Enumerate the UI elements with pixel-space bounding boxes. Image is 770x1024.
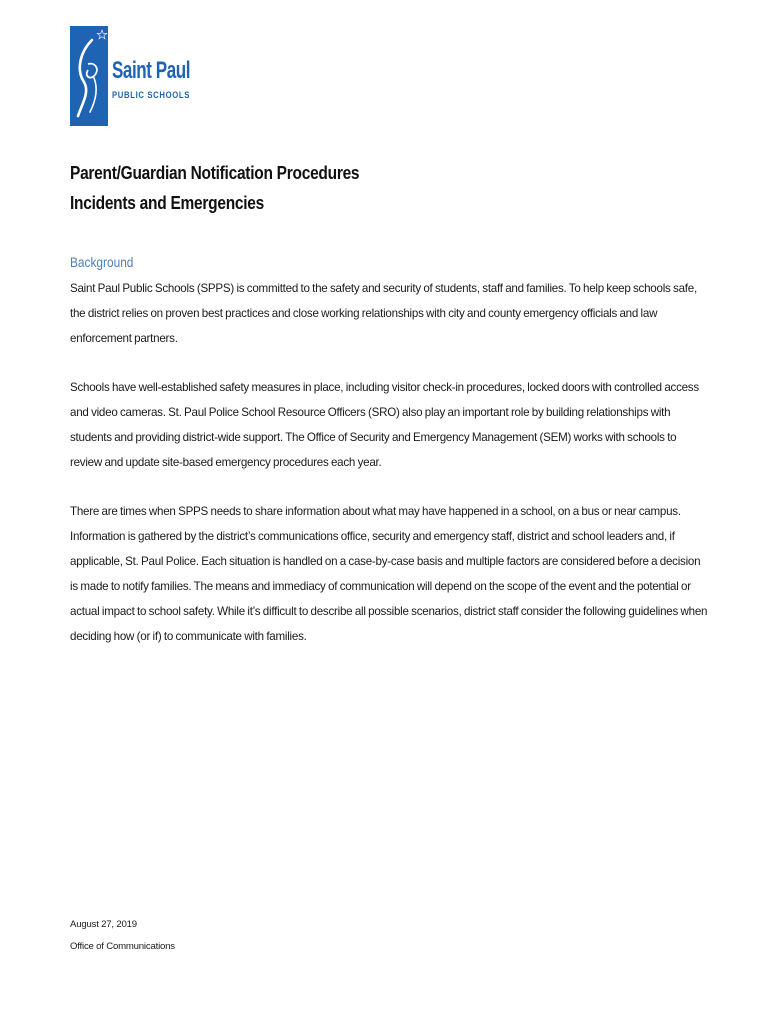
section-heading-background: Background (70, 255, 134, 270)
document-footer (70, 914, 370, 958)
body-paragraph: Saint Paul Public Schools (SPPS) is committed to the safety and security of students, staff and families. To help keep schools safe, the district relies on proven best practices and close working relationships with city and county emergency officials and law enforcement partners. (70, 282, 697, 345)
title-line-1: Parent/Guardian Notification Procedures (70, 163, 360, 183)
logo-name-line1: Saint Paul (112, 57, 190, 84)
title-line-2: Incidents and Emergencies (70, 193, 264, 213)
logo-emblem-block (70, 26, 108, 126)
body-paragraph: Schools have well-established safety measures in place, including visitor check-in procedures, locked doors with controlled access and video cameras. St. Paul Police School Resource Officers (SRO) also play an important role by building relationships with students and providing district-wide support. The Office of Security and Emergency Management (SEM) works with schools to review and update site-based emergency procedures each year. (70, 381, 699, 469)
document-body (70, 254, 710, 673)
document-title (70, 158, 710, 218)
logo-graphic (70, 26, 194, 126)
saint-paul-public-schools-logo (70, 26, 194, 126)
footer-office: Office of Communications (70, 941, 175, 952)
body-paragraph: There are times when SPPS needs to share information about what may have happened in a school, on a bus or near campus. Information is gathered by the district’s communications office, security and emergency staff, district and school leaders and, if applicable, St. Paul Police. Each situation is handled on a case-by-case basis and multiple factors are considered before a decision is made to notify families. The means and immediacy of communication will depend on the scope of the event and the potential or actual impact to school safety. While it’s difficult to describe all possible scenarios, district staff consider the following guidelines when deciding how (or if) to communicate with families. (70, 505, 708, 643)
logo-name-line2: PUBLIC SCHOOLS (112, 90, 190, 101)
footer-date: August 27, 2019 (70, 919, 137, 930)
